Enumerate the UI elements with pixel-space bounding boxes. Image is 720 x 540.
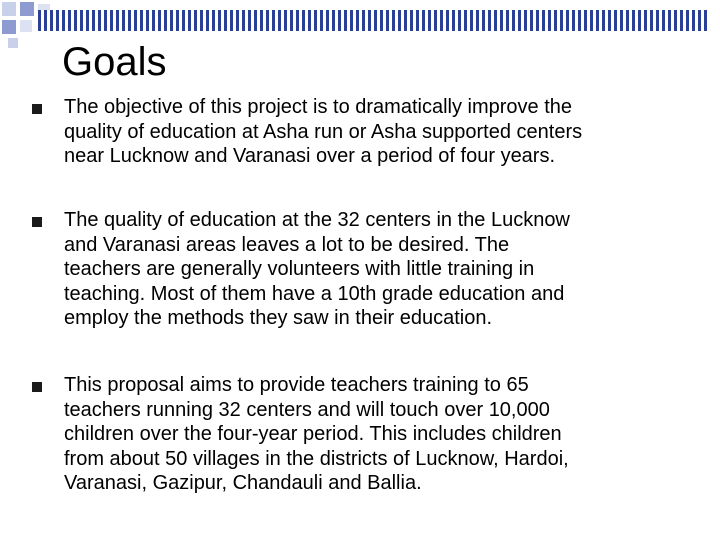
bullet-paragraph [64, 373, 704, 496]
text-line: teachers running 32 centers and will touch over 10,000 [64, 398, 550, 421]
text-line: children over the four-year period. This includes children [64, 423, 562, 445]
text-line: quality of education at Asha run or Asha supported centers [64, 120, 583, 143]
bullet-icon [32, 217, 42, 227]
bullet-paragraph [64, 95, 704, 169]
decor-square [2, 20, 16, 34]
decor-square [20, 2, 34, 16]
title-rule [38, 10, 710, 31]
text-line: teachers are generally volunteers with little training in [64, 258, 535, 280]
text-line: The quality of education at the 32 centers in the Lucknow [64, 209, 570, 231]
text-line: from about 50 villages in the districts of Lucknow, Hardoi, [64, 447, 569, 470]
bullet-icon [32, 104, 42, 114]
text-line: near Lucknow and Varanasi over a period of four years. [64, 145, 556, 167]
decor-square [2, 2, 16, 16]
text-line: Varanasi, Gazipur, Chandauli and Ballia. [64, 472, 422, 494]
text-line: This proposal aims to provide teachers training to 65 [64, 374, 529, 396]
bullet-paragraph [64, 208, 704, 331]
text-line: teaching. Most of them have a 10th grade education and [64, 282, 565, 305]
decor-square [8, 38, 18, 48]
bullet-icon [32, 382, 42, 392]
text-line: employ the methods they saw in their education. [64, 307, 493, 329]
page-title: Goals [62, 40, 167, 84]
text-line: The objective of this project is to dramatically improve the [64, 96, 572, 118]
decor-square [20, 20, 32, 32]
text-line: and Varanasi areas leaves a lot to be desired. The [64, 233, 510, 256]
